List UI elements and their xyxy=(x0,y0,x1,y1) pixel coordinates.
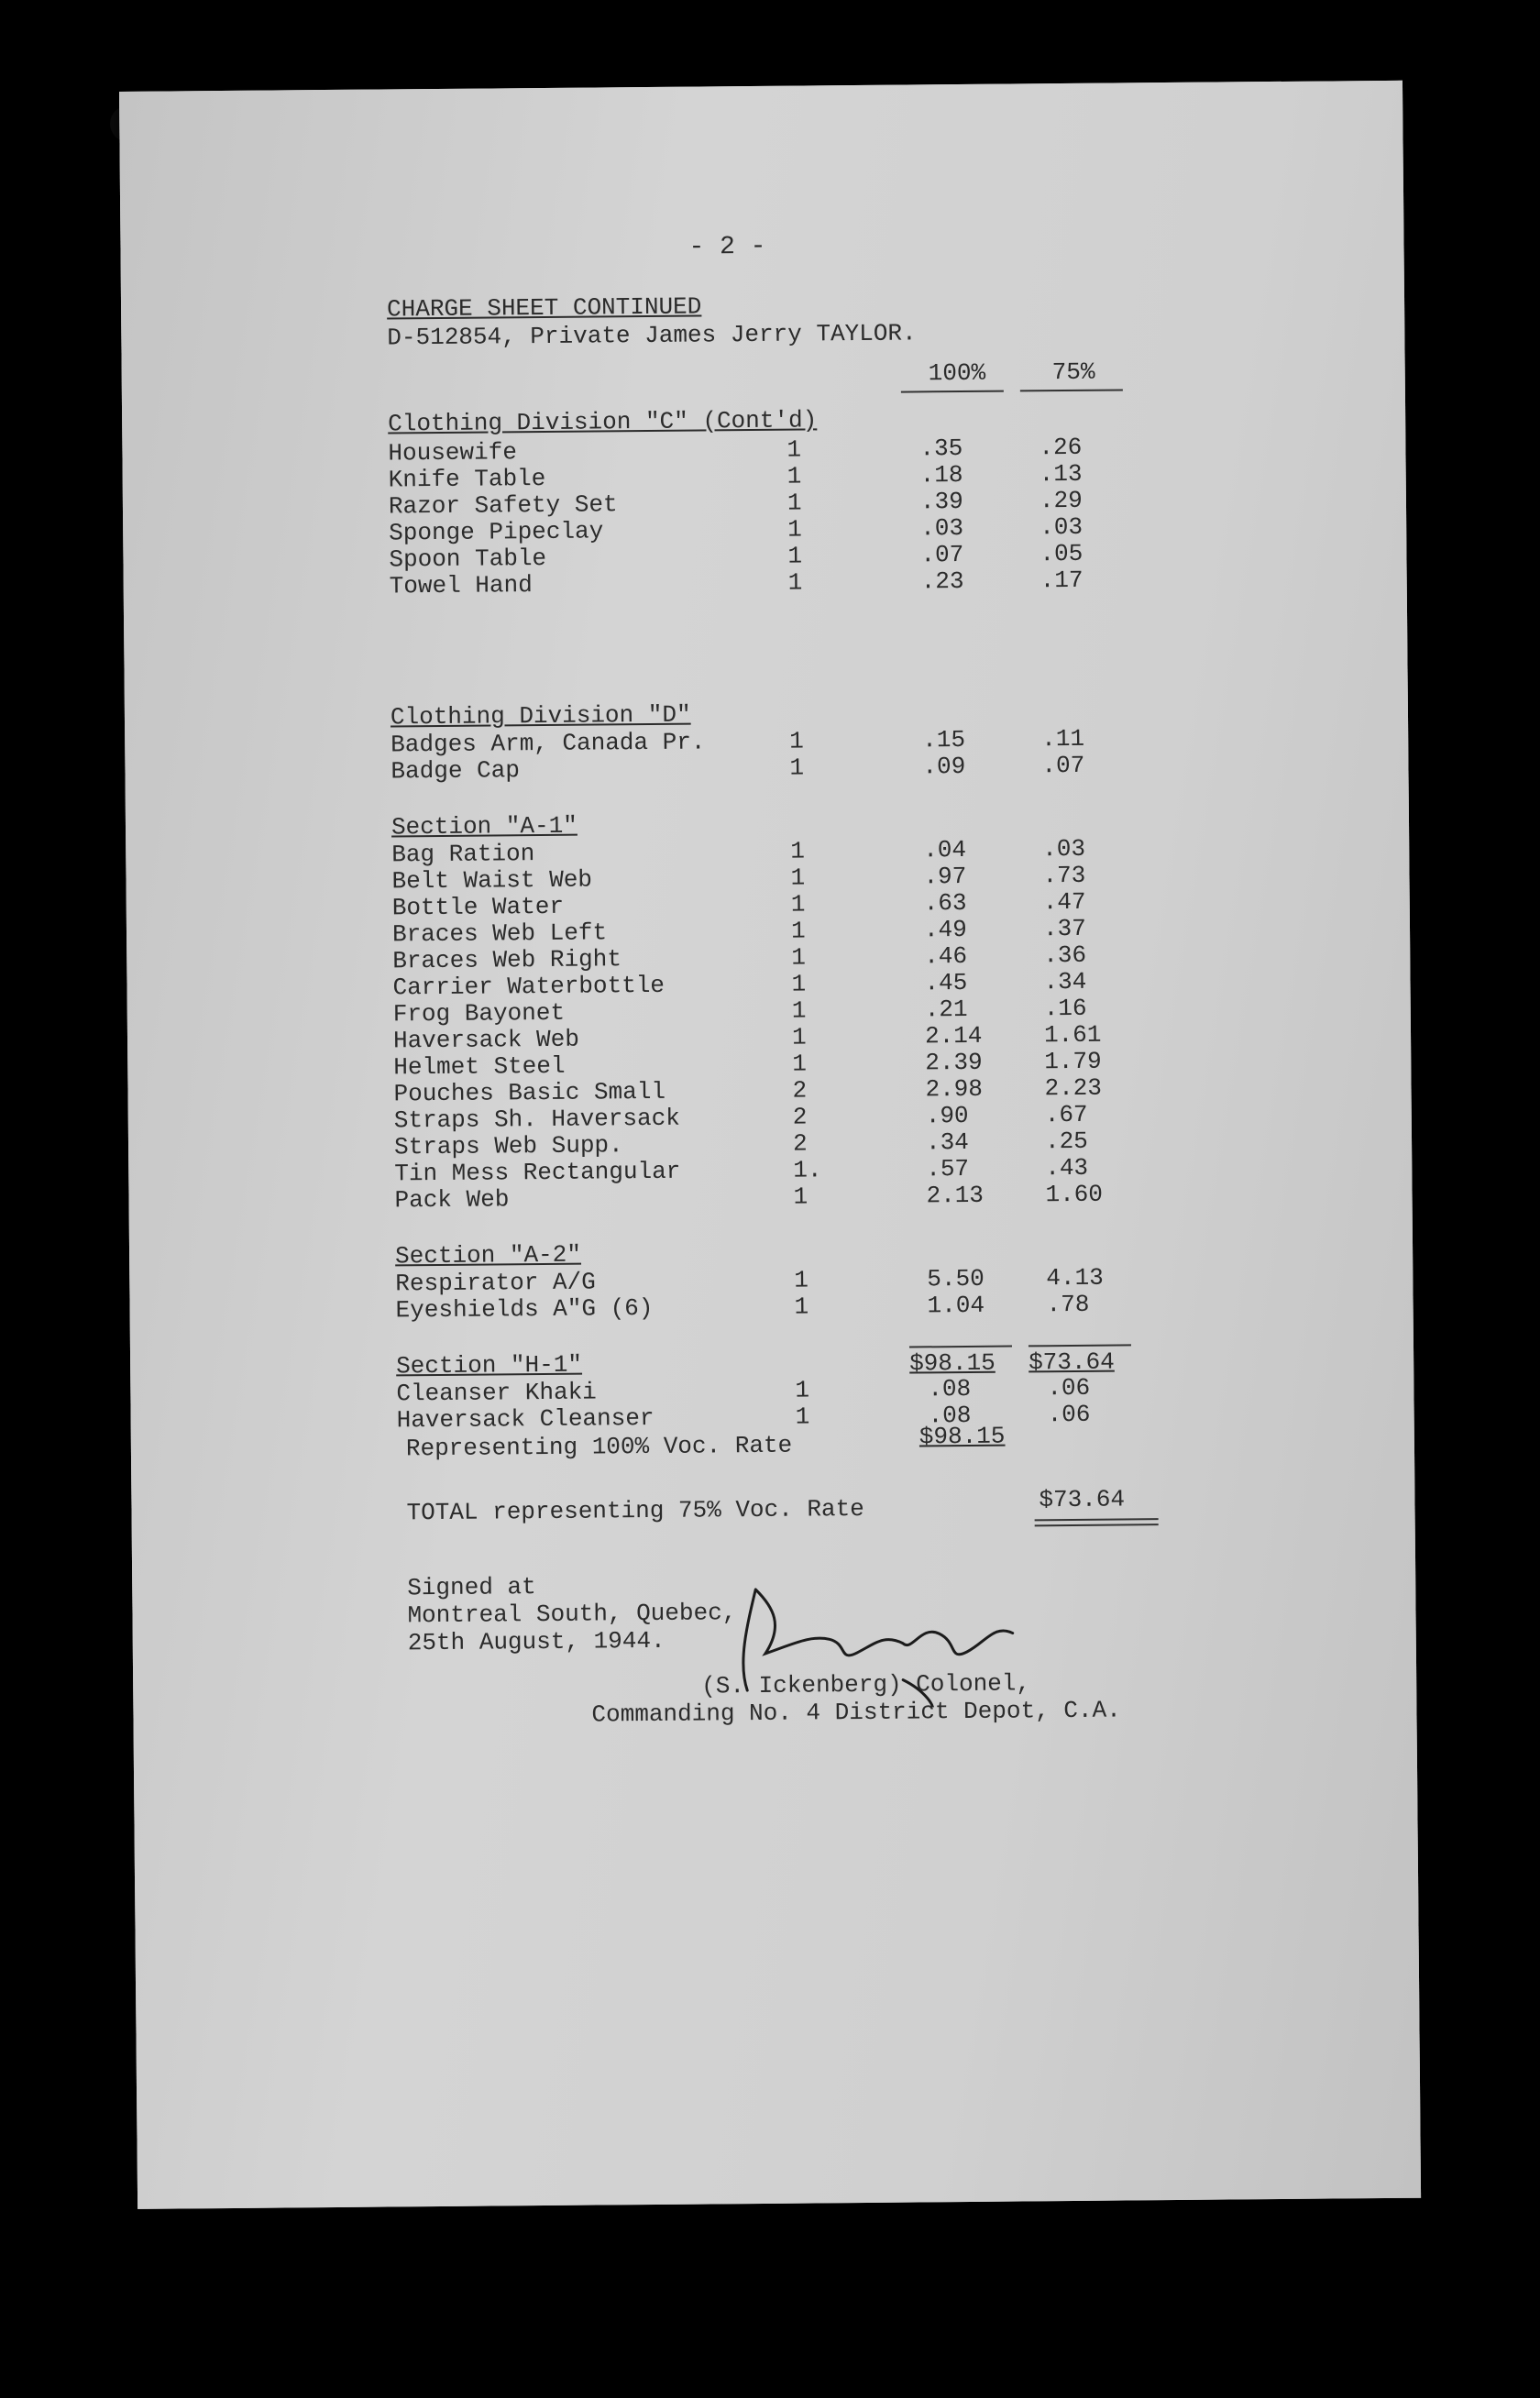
item-name: Helmet Steel xyxy=(393,1051,566,1082)
item-value-100: .45 xyxy=(924,968,968,997)
item-value-100: .34 xyxy=(925,1128,969,1157)
item-value-100: .97 xyxy=(923,862,967,891)
item-value-100: 1.04 xyxy=(927,1291,985,1320)
column-header-100: 100% xyxy=(928,358,986,388)
item-quantity: 1 xyxy=(786,489,802,517)
item-value-75: .06 xyxy=(1047,1373,1091,1402)
item-quantity: 1 xyxy=(790,864,806,892)
item-value-100: .21 xyxy=(924,995,968,1024)
section-heading: Section "A-2" xyxy=(394,1240,582,1270)
item-name: Tin Mess Rectangular xyxy=(394,1157,681,1188)
item-name: Housewife xyxy=(388,438,518,468)
item-value-75: .06 xyxy=(1047,1400,1091,1429)
item-value-100: 2.98 xyxy=(925,1074,984,1104)
total-value: $73.64 xyxy=(1039,1485,1126,1514)
item-name: Haversack Cleanser xyxy=(396,1403,654,1435)
item-quantity: 1 xyxy=(793,1182,808,1211)
item-value-75: .17 xyxy=(1040,566,1084,595)
item-value-75: .11 xyxy=(1041,724,1085,754)
signed-line-1: Signed at xyxy=(407,1573,536,1602)
item-value-75: .78 xyxy=(1046,1290,1090,1319)
item-quantity: 1 xyxy=(791,996,807,1025)
total-rule xyxy=(1035,1524,1159,1526)
item-value-75: .16 xyxy=(1043,994,1087,1023)
item-value-100: .39 xyxy=(919,487,963,516)
item-value-100: 2.13 xyxy=(926,1181,984,1210)
item-quantity: 1 xyxy=(790,890,806,918)
document-title: CHARGE SHEET CONTINUED xyxy=(386,292,702,324)
item-value-75: .34 xyxy=(1043,967,1087,996)
item-quantity: 2 xyxy=(792,1103,808,1131)
item-quantity: 1 xyxy=(787,542,803,570)
header-rule xyxy=(901,390,1004,393)
total-rule xyxy=(1035,1518,1159,1521)
item-quantity: 1 xyxy=(791,1023,807,1051)
item-quantity: 1 xyxy=(787,515,802,544)
signed-line-2: Montreal South, Quebec, xyxy=(407,1599,737,1630)
item-quantity: 1 xyxy=(794,1266,809,1294)
item-name: Braces Web Right xyxy=(392,945,622,975)
item-value-100: .03 xyxy=(920,513,964,543)
item-value-100: .23 xyxy=(920,566,964,596)
item-value-100: .04 xyxy=(923,835,967,864)
section-heading: Section "H-1" xyxy=(396,1350,583,1380)
item-value-100: 2.39 xyxy=(925,1048,983,1077)
item-quantity: 1 xyxy=(790,917,806,945)
item-value-75: .26 xyxy=(1039,433,1083,462)
item-value-75: .29 xyxy=(1039,486,1083,515)
item-name: Spoon Table xyxy=(389,544,547,574)
section-heading: Clothing Division "C" (Cont'd) xyxy=(388,406,818,438)
typed-content xyxy=(119,81,1421,2209)
item-name: Badges Arm, Canada Pr. xyxy=(390,728,706,759)
item-value-75: .03 xyxy=(1042,834,1086,864)
item-quantity: 2 xyxy=(792,1129,808,1158)
item-value-75: 1.79 xyxy=(1044,1047,1102,1076)
item-value-100: 5.50 xyxy=(927,1264,984,1293)
item-name: Straps Web Supp. xyxy=(393,1131,623,1161)
item-quantity: 2 xyxy=(792,1076,808,1105)
item-quantity: 1 xyxy=(795,1376,810,1404)
item-quantity: 1 xyxy=(790,837,805,865)
item-quantity: 1 xyxy=(787,568,803,597)
page-number: - 2 - xyxy=(688,232,766,262)
item-name: Towel Hand xyxy=(389,571,533,600)
item-name: Knife Table xyxy=(388,464,546,494)
item-quantity: 1. xyxy=(793,1156,822,1184)
item-quantity: 1 xyxy=(791,970,807,998)
item-value-75: .37 xyxy=(1042,914,1086,943)
item-quantity: 1 xyxy=(789,754,805,782)
item-quantity: 1 xyxy=(792,1050,808,1078)
subtotal-rule xyxy=(909,1346,1012,1348)
section-heading: Section "A-1" xyxy=(390,811,578,842)
item-value-100: .18 xyxy=(919,460,963,490)
item-name: Braces Web Left xyxy=(391,918,608,949)
item-quantity: 1 xyxy=(786,435,802,464)
total-label: TOTAL representing 75% Voc. Rate xyxy=(406,1494,864,1527)
signatory-title: Commanding No. 4 District Depot, C.A. xyxy=(591,1696,1121,1729)
document-page xyxy=(119,81,1421,2209)
item-value-75: .13 xyxy=(1039,459,1083,489)
item-value-75: .05 xyxy=(1040,539,1084,568)
item-name: Frog Bayonet xyxy=(392,998,566,1028)
item-value-100: .57 xyxy=(926,1154,970,1183)
item-name: Respirator A/G xyxy=(395,1268,596,1298)
item-value-75: .36 xyxy=(1043,940,1087,970)
item-name: Pack Web xyxy=(394,1185,510,1215)
item-name: Bag Ration xyxy=(391,840,535,869)
item-value-75: .73 xyxy=(1042,861,1086,890)
document-subject: D-512854, Private James Jerry TAYLOR. xyxy=(387,319,917,352)
item-name: Belt Waist Web xyxy=(391,865,593,896)
item-name: Cleanser Khaki xyxy=(396,1378,597,1408)
item-value-100: .09 xyxy=(922,752,966,781)
item-value-100: .15 xyxy=(922,725,966,754)
section-heading: Clothing Division "D" xyxy=(390,700,691,732)
item-name: Badge Cap xyxy=(390,756,521,786)
item-value-100: 2.14 xyxy=(924,1021,983,1050)
item-value-75: .03 xyxy=(1040,512,1084,542)
item-value-75: .47 xyxy=(1042,887,1086,917)
item-value-100: .08 xyxy=(928,1401,972,1430)
item-name: Razor Safety Set xyxy=(388,490,618,521)
item-name: Haversack Web xyxy=(392,1025,580,1055)
item-name: Straps Sh. Haversack xyxy=(393,1104,680,1135)
item-value-75: .67 xyxy=(1044,1100,1088,1129)
item-value-75: 1.60 xyxy=(1045,1180,1104,1209)
item-quantity: 1 xyxy=(794,1292,809,1321)
representing-value: $98.15 xyxy=(918,1422,1006,1451)
subtotal-100: $98.15 xyxy=(909,1348,996,1378)
item-quantity: 1 xyxy=(789,727,804,755)
signed-line-3: 25th August, 1944. xyxy=(407,1626,666,1657)
item-quantity: 1 xyxy=(791,943,807,972)
item-value-75: 4.13 xyxy=(1046,1263,1104,1292)
item-value-75: .07 xyxy=(1041,751,1085,780)
item-name: Sponge Pipeclay xyxy=(389,517,604,547)
item-value-100: .07 xyxy=(920,540,964,569)
item-name: Carrier Waterbottle xyxy=(392,971,666,1002)
item-value-100: .49 xyxy=(923,915,967,944)
item-value-75: .25 xyxy=(1044,1127,1088,1156)
item-value-100: .90 xyxy=(925,1101,969,1130)
item-value-75: .43 xyxy=(1045,1153,1089,1182)
column-header-75: 75% xyxy=(1051,358,1095,387)
item-value-75: 1.61 xyxy=(1043,1020,1102,1050)
subtotal-75: $73.64 xyxy=(1028,1348,1115,1377)
header-rule xyxy=(1020,389,1123,391)
item-quantity: 1 xyxy=(786,462,802,490)
item-name: Pouches Basic Small xyxy=(393,1077,666,1108)
item-value-100: .63 xyxy=(923,888,967,918)
subtotal-rule xyxy=(1028,1344,1131,1347)
item-value-75: 2.23 xyxy=(1044,1073,1103,1103)
item-name: Bottle Water xyxy=(391,892,565,922)
signatory-name: (S. Ickenberg) Colonel, xyxy=(701,1669,1031,1700)
item-value-100: .46 xyxy=(924,941,968,971)
item-name: Eyeshields A"G (6) xyxy=(395,1293,654,1325)
item-quantity: 1 xyxy=(795,1402,810,1431)
item-value-100: .35 xyxy=(919,434,963,463)
item-value-100: .08 xyxy=(928,1374,972,1403)
representing-label: Representing 100% Voc. Rate xyxy=(405,1431,793,1463)
